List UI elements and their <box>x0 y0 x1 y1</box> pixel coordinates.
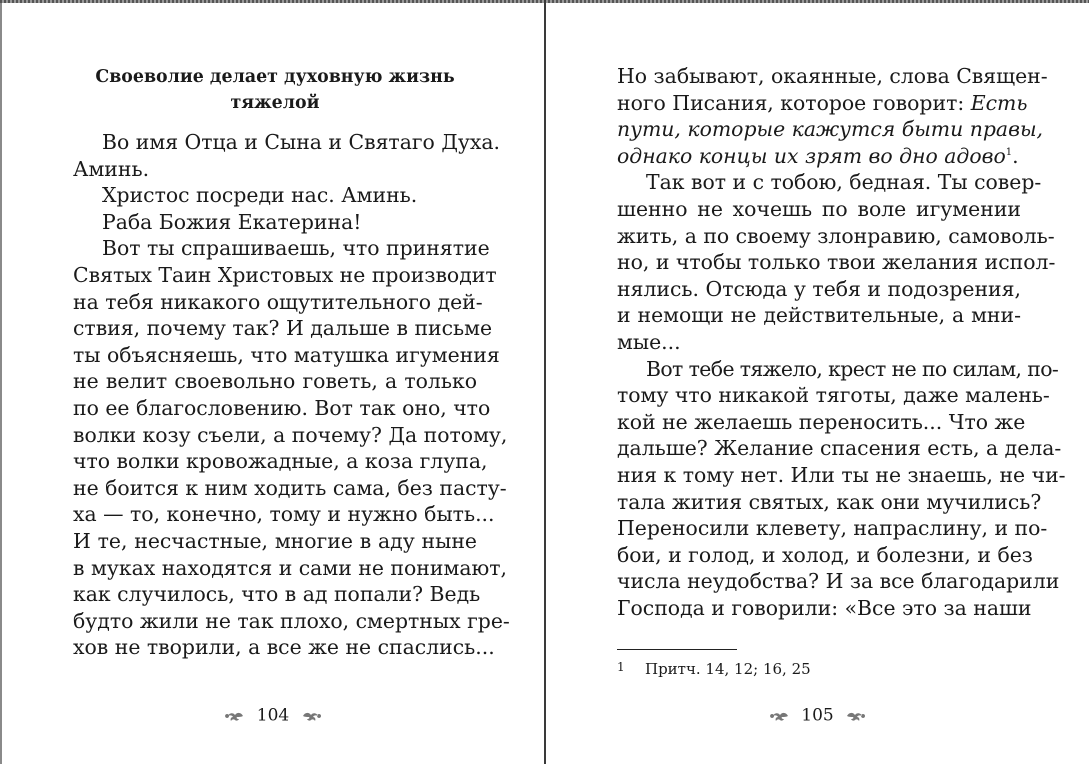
text-line <box>617 143 1021 170</box>
text-line: Святых Таин Христовых не производит <box>73 262 497 287</box>
page-number-footer <box>2 703 544 728</box>
footnote-divider <box>617 649 737 650</box>
chapter-heading <box>73 64 477 116</box>
text-line: ха — то, конечно, тому и нужно быть... <box>73 502 495 527</box>
text-run: . <box>1012 143 1019 168</box>
text-line: в муках находятся и сами не понимают, <box>73 555 507 580</box>
text-line: жить, а по своему злонравию, самоволь- <box>617 223 1055 248</box>
text-line: кой не желаешь переносить... Что же <box>617 409 1026 434</box>
text-line: Раба Божия Екатерина! <box>102 209 362 234</box>
page-number: 104 <box>256 705 290 726</box>
text-line: хов не творили, а все же не спаслись... <box>73 635 495 660</box>
heading-line: Своеволие делает духовную жизнь <box>95 67 455 87</box>
text-line: волки козу съели, а почему? Да потому, <box>73 422 508 447</box>
text-line: дальше? Желание спасения есть, а дела- <box>617 436 1062 461</box>
text-line: Так вот и с тобою, бедная. Ты совер- <box>646 170 1042 195</box>
text-line: Господа и говорили: «Все это за наши <box>617 595 1032 620</box>
text-line: мые... <box>617 329 681 354</box>
text-line: шенно не хочешь по воле игумении <box>617 196 1021 221</box>
text-line: ния к тому нет. Или ты не знаешь, не чи- <box>617 462 1066 487</box>
floral-fleuron-icon <box>768 708 792 724</box>
text-line: И те, несчастные, многие в аду ныне <box>73 528 477 553</box>
text-line: Вот ты спрашиваешь, что принятие <box>102 236 490 261</box>
text-line: будто жили не так плохо, смертных гре- <box>73 608 510 633</box>
page-number: 105 <box>801 705 834 726</box>
text-line: нялись. Отсюда у тебя и подозрения, <box>617 276 1021 301</box>
text-line: пути, которые кажутся быти правы, <box>617 117 1044 142</box>
floral-fleuron-icon <box>223 708 247 724</box>
text-line: тому что никакой тяготы, даже малень- <box>617 383 1050 408</box>
text-line: на тебя никакого ощутительного дей- <box>73 289 483 314</box>
text-line: не боится к ним ходить сама, без пасту- <box>73 475 507 500</box>
text-line: и немощи не действительные, а мни- <box>617 303 1021 328</box>
text-line: Но забывают, окаянные, слова Священ- <box>617 64 1048 88</box>
left-body-text <box>73 129 510 661</box>
text-line: но, и чтобы только твои желания испол- <box>617 250 1056 275</box>
floral-fleuron-icon <box>843 708 867 724</box>
text-line: как случилось, что в ад попали? Ведь <box>73 582 481 607</box>
italic-quote: Есть <box>970 90 1028 115</box>
text-line: Аминь. <box>73 156 150 181</box>
text-line <box>617 90 1028 117</box>
text-line: Переносили клевету, напраслину, и по- <box>617 516 1048 541</box>
floral-fleuron-icon <box>299 708 323 724</box>
text-line: Вот тебе тяжело, крест не по силам, по- <box>646 356 1059 381</box>
left-page <box>2 3 544 764</box>
footnote-ref[interactable]: 1 <box>1005 146 1013 158</box>
text-line: по ее благословению. Вот так оно, что <box>73 395 491 420</box>
footnote-marker: 1 <box>617 660 625 674</box>
italic-quote: однако концы их зрят во дно адово <box>617 143 1006 168</box>
text-line: ствия, почему так? И дальше в письме <box>73 316 493 341</box>
heading-line: тяжелой <box>230 93 320 113</box>
text-line: Христос посреди нас. Аминь. <box>102 183 418 208</box>
text-line: Во имя Отца и Сына и Святаго Духа. <box>102 130 501 154</box>
footnote <box>617 657 811 679</box>
text-line: тала жития святых, как они мучились? <box>617 489 1042 514</box>
text-line: ты объясняешь, что матушка игумения <box>73 342 500 367</box>
text-line: бои, и голод, и холод, и болезни, и без <box>617 542 1033 567</box>
text-line: не велит своевольно говеть, а только <box>73 369 477 394</box>
page-number-footer <box>546 703 1089 728</box>
right-body-text <box>617 63 1066 621</box>
text-line: числа неудобства? И за все благодарили <box>617 569 1060 594</box>
right-page <box>546 3 1089 764</box>
text-run: ного Писания, которое говорит: <box>617 90 965 115</box>
footnote-text: Притч. 14, 12; 16, 25 <box>645 660 811 678</box>
text-line: что волки кровожадные, а коза глупа, <box>73 449 488 474</box>
